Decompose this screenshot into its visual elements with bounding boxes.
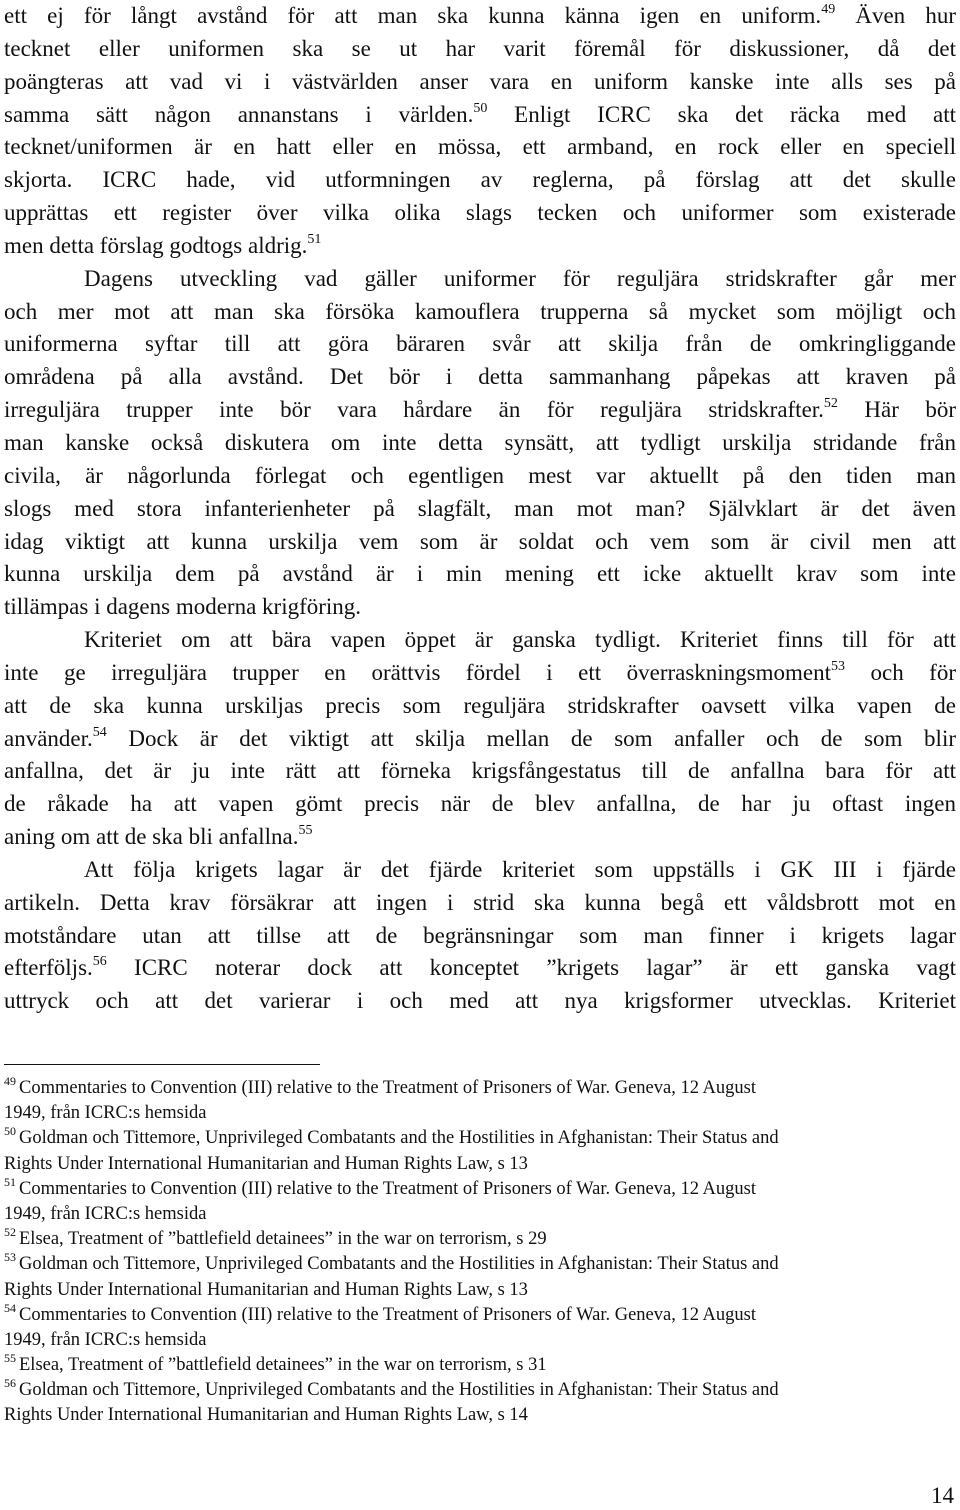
body-line [4, 361, 956, 394]
footnote-line [4, 1378, 956, 1403]
footnote-text: Goldman och Tittemore, Unprivileged Combatants and the Hostilities in Afghanistan: Their Status and [19, 1128, 779, 1149]
line-text: poängteras att vad vi i västvärlden anser vara en uniform kanske inte alls ses på [4, 68, 956, 94]
line-text: motståndare utan att tillse att de begränsningar som man finner i krigets lagar [4, 922, 956, 948]
body-line [4, 657, 956, 690]
footnote-line [4, 1353, 956, 1378]
footnote-line [4, 1177, 956, 1202]
footnote-reference: 53 [831, 658, 846, 674]
body-line [4, 690, 956, 723]
body-line [4, 526, 956, 559]
body-line [4, 952, 956, 985]
footnote [4, 1177, 956, 1227]
body-text [4, 0, 956, 1018]
footnote [4, 1227, 956, 1252]
footnote-text: Elsea, Treatment of ”battlefield detainees” in the war on terrorism, s 29 [19, 1229, 547, 1250]
footnote-reference: 54 [92, 724, 107, 740]
footnote-text: 1949, från ICRC:s hemsida [4, 1103, 207, 1124]
footnote-reference: 49 [821, 2, 836, 17]
line-text: man kanske också diskutera om inte detta synsätt, att tydligt urskilja stridande från [4, 429, 956, 455]
footnote-line [4, 1303, 956, 1328]
body-line [4, 755, 956, 788]
body-line [4, 723, 956, 756]
line-text: Även hur [835, 3, 956, 28]
line-text: efterföljs. [4, 955, 93, 981]
body-line [4, 460, 956, 493]
footnote-text: 1949, från ICRC:s hemsida [4, 1329, 207, 1350]
line-text: ett ej för långt avstånd för att man ska kunna känna igen en uniform. [4, 3, 822, 28]
line-text: artikeln. Detta krav försäkrar att ingen i strid ska kunna begå ett våldsbrott mot en [4, 889, 956, 915]
footnote-number: 51 [4, 1176, 16, 1189]
body-line [4, 296, 956, 329]
footnote-text: Goldman och Tittemore, Unprivileged Combatants and the Hostilities in Afghanistan: Their Status and [19, 1254, 779, 1275]
body-line [4, 99, 956, 132]
line-text: samma sätt någon annanstans i världen. [4, 101, 474, 127]
body-line [4, 328, 956, 361]
line-text: inte ge irreguljära trupper en orättvis fördel i ett överraskningsmoment [4, 659, 832, 685]
line-text: men detta förslag godtogs aldrig. [4, 232, 308, 258]
line-text: använder. [4, 725, 93, 751]
footnote-separator [4, 1064, 320, 1065]
footnote-line [4, 1328, 956, 1353]
footnote [4, 1303, 956, 1353]
footnote-line [4, 1101, 956, 1126]
footnote-number: 52 [4, 1227, 16, 1240]
line-text: idag viktigt att kunna urskilja vem som är soldat och vem som är civil men att [4, 528, 956, 554]
line-text: tecknet eller uniformen ska se ut har varit föremål för diskussioner, då det [4, 35, 956, 61]
line-text: slogs med stora infanterienheter på slagfält, man mot man? Självklart är det även [4, 495, 956, 521]
body-line [4, 66, 956, 99]
body-line [4, 624, 956, 657]
line-text: irreguljära trupper inte bör vara hårdare än för reguljära stridskrafter. [4, 397, 824, 423]
body-line [4, 788, 956, 821]
footnote-number: 53 [4, 1252, 16, 1265]
body-line [4, 591, 956, 624]
footnote-text: Rights Under International Humanitarian and Human Rights Law, s 13 [4, 1279, 528, 1300]
footnote [4, 1252, 956, 1302]
body-line [4, 493, 956, 526]
body-line [4, 33, 956, 66]
footnote-line [4, 1403, 956, 1428]
footnote-line [4, 1278, 956, 1303]
footnote-reference: 56 [92, 954, 107, 970]
footnote-number: 54 [4, 1302, 16, 1315]
body-line [4, 230, 956, 263]
body-line [4, 985, 956, 1018]
body-line [4, 394, 956, 427]
footnote-reference: 52 [823, 396, 838, 412]
footnote-line [4, 1227, 956, 1252]
footnote-text: Rights Under International Humanitarian and Human Rights Law, s 13 [4, 1153, 528, 1174]
line-text: Att följa krigets lagar är det fjärde kriteriet som uppställs i GK III i fjärde [84, 856, 956, 882]
footnote-reference: 51 [307, 231, 322, 247]
body-line [4, 0, 956, 33]
line-text: Dagens utveckling vad gäller uniformer för reguljära stridskrafter går mer [84, 265, 956, 291]
line-text: skjorta. ICRC hade, vid utformningen av reglerna, på förslag att det skulle [4, 167, 956, 193]
line-text: upprättas ett register över vilka olika slags tecken och uniformer som existerade [4, 200, 956, 226]
line-text: Här bör [837, 397, 956, 423]
body-line [4, 558, 956, 591]
line-text: Kriteriet om att bära vapen öppet är ganska tydligt. Kriteriet finns till för att [84, 627, 956, 653]
line-text: kunna urskilja dem på avstånd är i min mening ett icke aktuellt krav som inte [4, 561, 956, 587]
footnote [4, 1126, 956, 1176]
line-text: uttryck och att det varierar i och med att nya krigsformer utvecklas. Kriteriet [4, 988, 956, 1014]
footnote-text: Rights Under International Humanitarian and Human Rights Law, s 14 [4, 1405, 528, 1426]
line-text: uniformerna syftar till att göra bäraren svår att skilja från de omkringliggande [4, 331, 956, 357]
body-line [4, 131, 956, 164]
footnote-line [4, 1076, 956, 1101]
footnotes [4, 1076, 956, 1429]
body-line [4, 821, 956, 854]
line-text: Enligt ICRC ska det räcka med att [487, 101, 956, 127]
line-text: aning om att de ska bli anfallna. [4, 824, 299, 850]
line-text: områdena på alla avstånd. Det bör i detta sammanhang påpekas att kraven på [4, 364, 956, 390]
body-line [4, 920, 956, 953]
line-text: tillämpas i dagens moderna krigföring. [4, 594, 362, 620]
body-line [4, 164, 956, 197]
body-line [4, 854, 956, 887]
footnote-text: Elsea, Treatment of ”battlefield detainees” in the war on terrorism, s 31 [19, 1355, 547, 1376]
line-text: civila, är någorlunda förlegat och egentligen mest var aktuellt på den tiden man [4, 462, 956, 488]
footnote [4, 1076, 956, 1126]
body-line [4, 887, 956, 920]
footnote-text: Commentaries to Convention (III) relative to the Treatment of Prisoners of War. Geneva, 12 August [19, 1078, 757, 1098]
footnote-number: 50 [4, 1126, 16, 1139]
body-line [4, 427, 956, 460]
line-text: ICRC noterar dock att konceptet ”krigets lagar” är ett ganska vagt [106, 955, 956, 981]
page-number: 14 [931, 1483, 954, 1508]
footnote-line [4, 1202, 956, 1227]
line-text: och för [845, 659, 956, 685]
line-text: att de ska kunna urskiljas precis som reguljära stridskrafter oavsett vilka vapen de [4, 692, 956, 718]
body-line [4, 263, 956, 296]
footnote-text: Goldman och Tittemore, Unprivileged Combatants and the Hostilities in Afghanistan: Their Status and [19, 1380, 779, 1401]
line-text: tecknet/uniformen är en hatt eller en mössa, ett armband, en rock eller en speciell [4, 134, 956, 160]
footnote-text: Commentaries to Convention (III) relative to the Treatment of Prisoners of War. Geneva, 12 August [19, 1178, 757, 1199]
footnote-line [4, 1152, 956, 1177]
line-text: och mer mot att man ska försöka kamouflera trupperna så mycket som möjligt och [4, 298, 956, 324]
footnote-number: 49 [4, 1076, 16, 1088]
footnote-line [4, 1126, 956, 1151]
footnote-text: 1949, från ICRC:s hemsida [4, 1203, 207, 1224]
line-text: de råkade ha att vapen gömt precis när de blev anfallna, de har ju oftast ingen [4, 791, 956, 817]
footnote-line [4, 1252, 956, 1277]
footnote-number: 56 [4, 1378, 16, 1391]
footnote [4, 1353, 956, 1378]
line-text: Dock är det viktigt att skilja mellan de som anfaller och de som blir [106, 725, 956, 751]
footnote-number: 55 [4, 1353, 16, 1366]
body-line [4, 197, 956, 230]
footnote-reference: 50 [473, 100, 488, 116]
line-text: anfallna, det är ju inte rätt att förneka krigsfångestatus till de anfallna bara för att [4, 758, 956, 784]
footnote [4, 1378, 956, 1428]
footnote-reference: 55 [298, 823, 313, 839]
footnote-text: Commentaries to Convention (III) relative to the Treatment of Prisoners of War. Geneva, 12 August [19, 1304, 757, 1325]
